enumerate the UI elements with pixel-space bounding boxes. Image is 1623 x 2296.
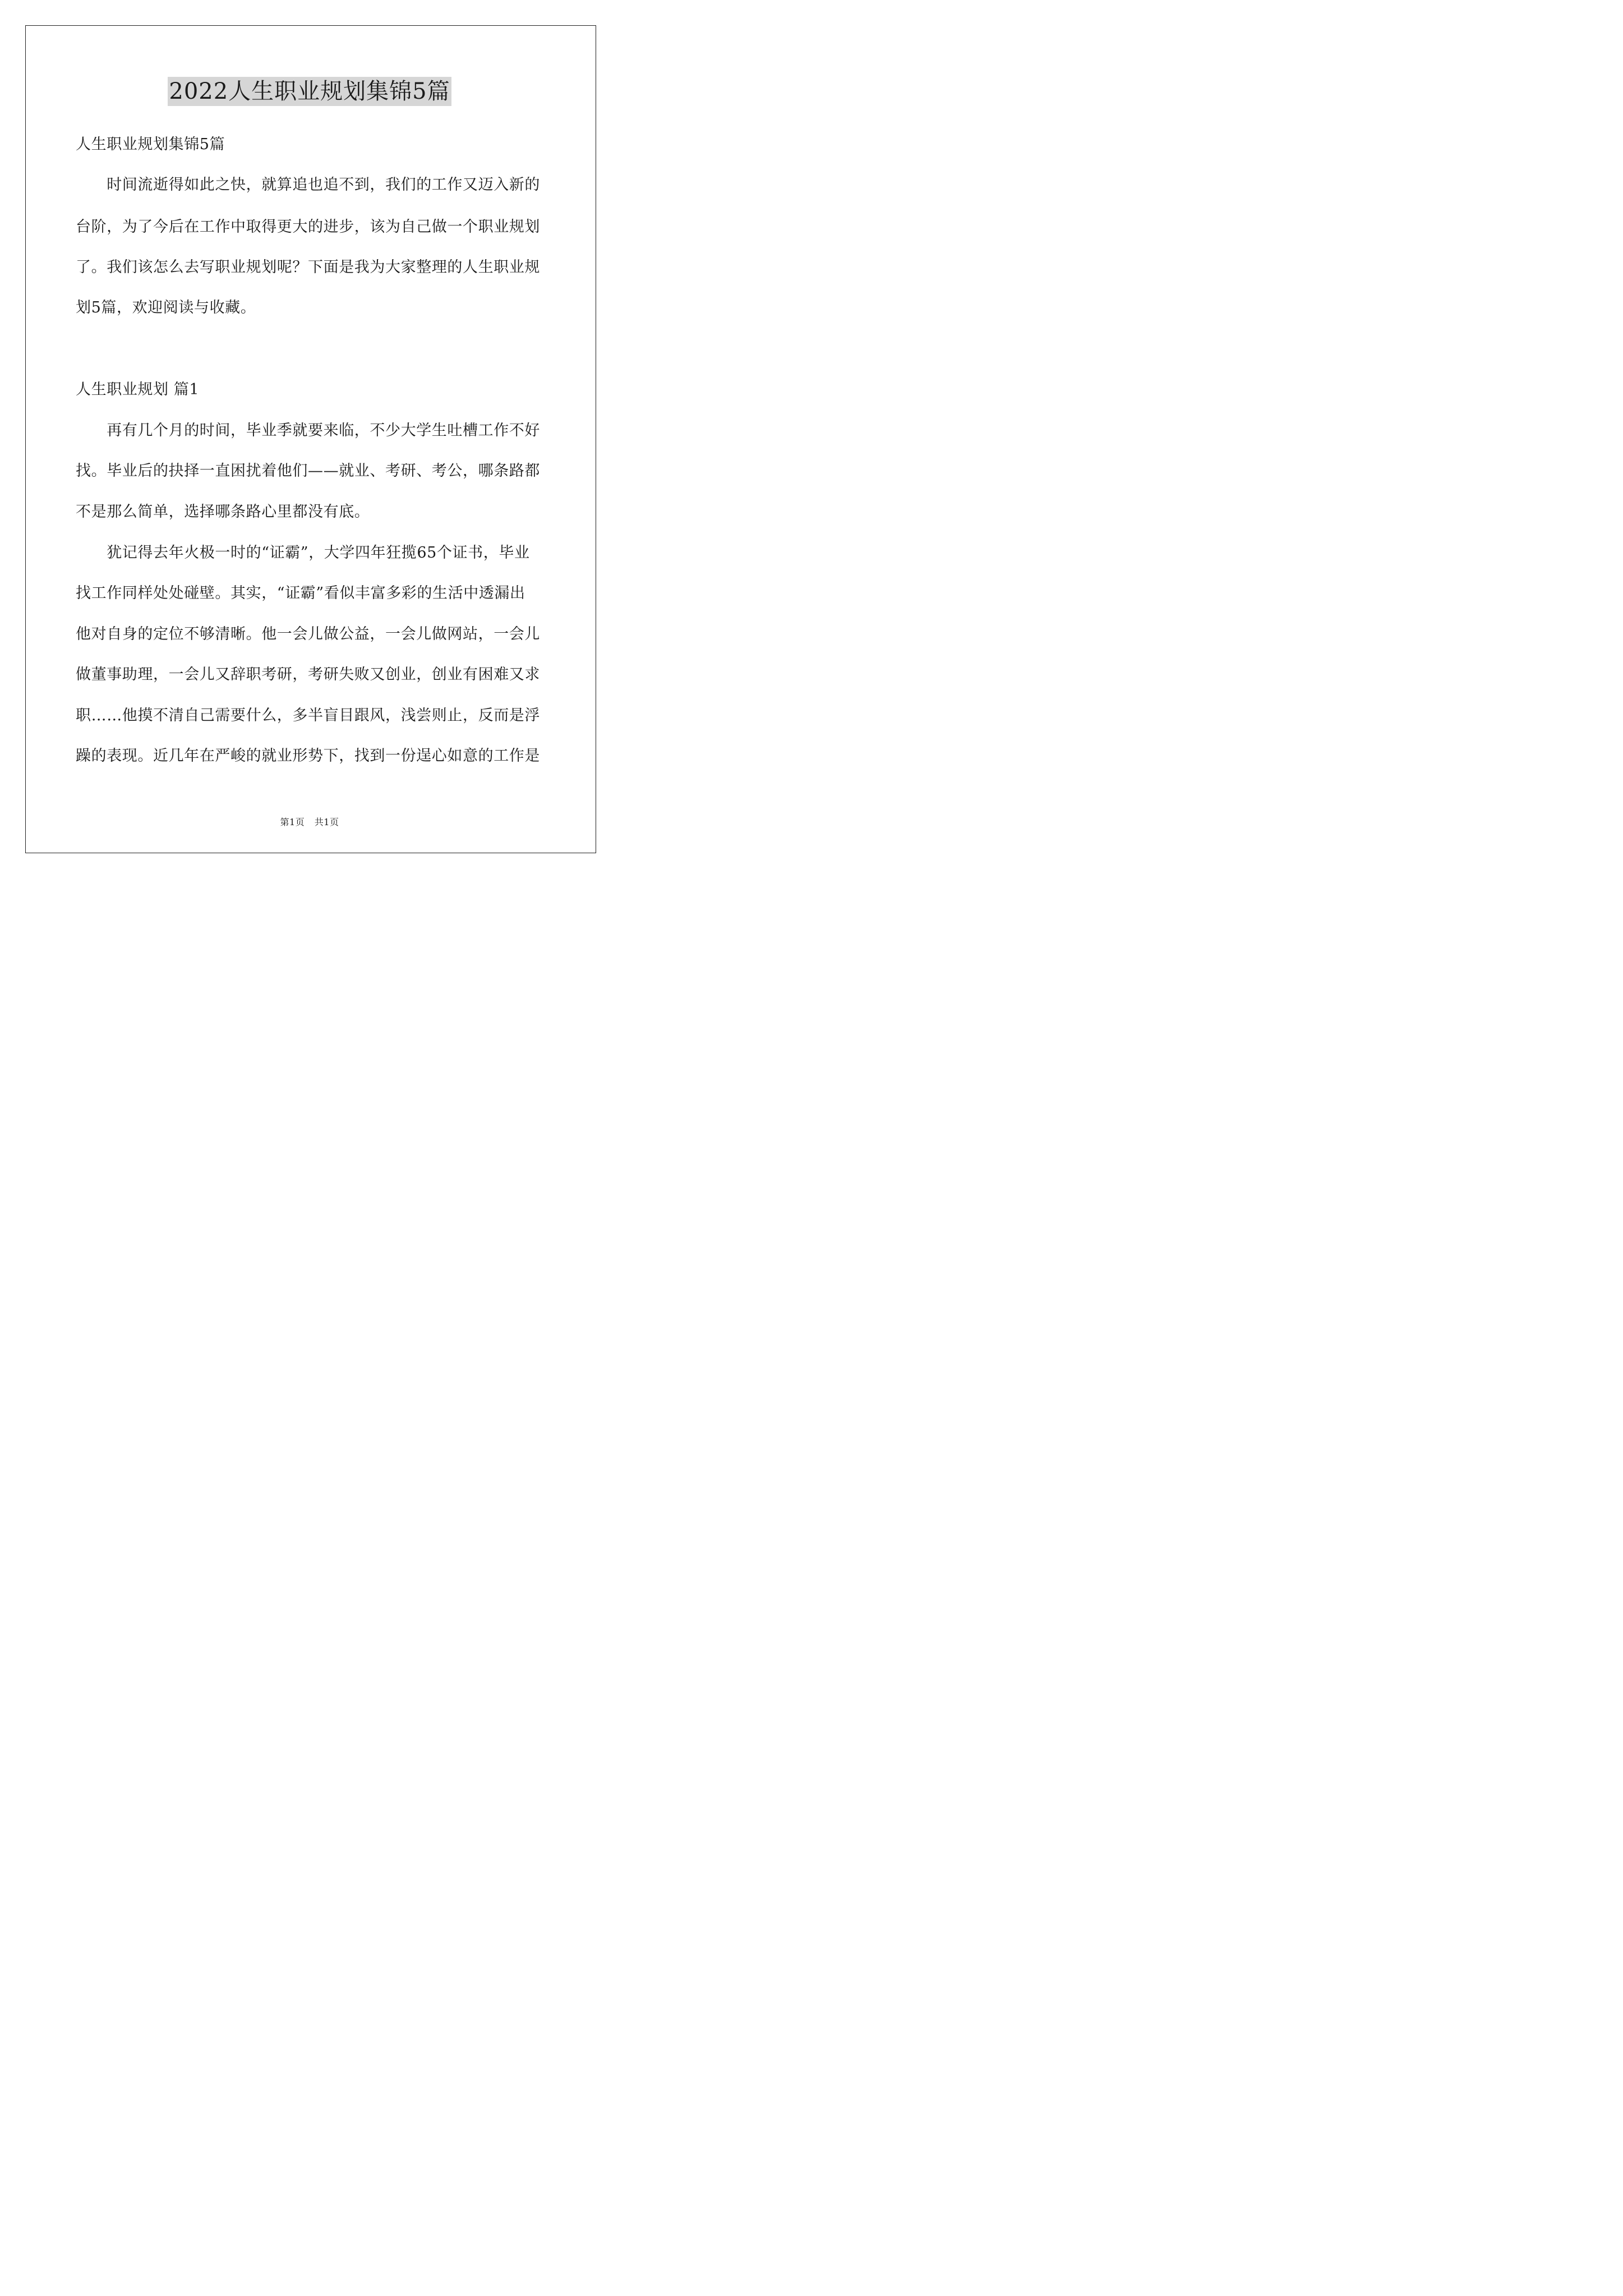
text-line: 台阶，为了今后在工作中取得更大的进步，该为自己做一个职业规划: [76, 218, 540, 236]
text-line: 做董事助理，一会儿又辞职考研，考研失败又创业，创业有困难又求: [76, 666, 540, 683]
text-line: 找工作同样处处碰壁。其实，“证霸”看似丰富多彩的生活中透漏出: [76, 585, 525, 602]
page-total: 共1页: [314, 817, 339, 827]
text-line: 再有几个月的时间，毕业季就要来临，不少大学生吐槽工作不好: [76, 422, 540, 439]
text-line: 划5篇，欢迎阅读与收藏。: [76, 299, 256, 316]
text-line: 找。毕业后的抉择一直困扰着他们——就业、考研、考公，哪条路都: [76, 462, 540, 480]
text-line: 不是那么简单，选择哪条路心里都没有底。: [76, 503, 370, 521]
subtitle-line: 人生职业规划集锦5篇: [76, 136, 225, 153]
text-line: 他对自身的定位不够清晰。他一会儿做公益，一会儿做网站，一会儿: [76, 625, 540, 643]
text-line: 犹记得去年火极一时的“证霸”，大学四年狂揽65个证书，毕业: [76, 544, 530, 562]
page-footer: [0, 815, 619, 828]
text-line: 了。我们该怎么去写职业规划呢？下面是我为大家整理的人生职业规: [76, 259, 540, 276]
section-heading: 人生职业规划 篇1: [76, 381, 200, 398]
text-line: 躁的表现。近几年在严峻的就业形势下，找到一份逞心如意的工作是: [76, 747, 540, 765]
page-number: 第1页: [280, 817, 305, 827]
document-title: 2022人生职业规划集锦5篇: [168, 77, 451, 106]
text-line: 职……他摸不清自己需要什么，多半盲目跟风，浅尝则止，反而是浮: [76, 707, 540, 724]
text-line: 时间流逝得如此之快，就算追也追不到，我们的工作又迈入新的: [76, 176, 540, 194]
title-container: [0, 77, 619, 106]
